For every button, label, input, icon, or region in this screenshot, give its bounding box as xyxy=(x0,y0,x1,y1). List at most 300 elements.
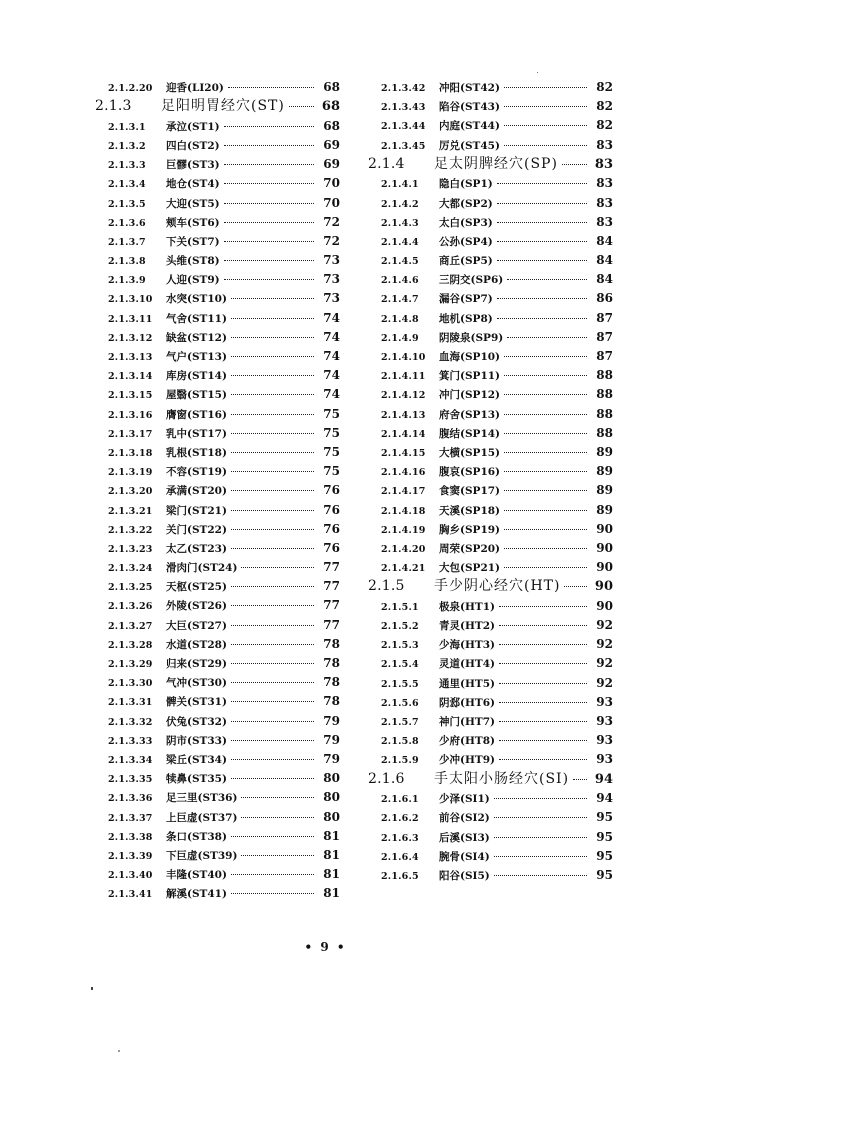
toc-entry-page: 93 xyxy=(596,733,613,748)
toc-entry-title: 上巨虚(ST37) xyxy=(166,811,238,824)
toc-entry xyxy=(368,174,613,193)
toc-entry-page: 87 xyxy=(596,310,613,325)
toc-entry-title: 关门(ST22) xyxy=(166,523,227,536)
dot-leader xyxy=(497,318,587,319)
toc-entry-title: 外陵(ST26) xyxy=(166,600,227,613)
toc-entry-number: 2.1.3.28 xyxy=(108,639,153,651)
toc-entry-title: 天溪(SP18) xyxy=(439,504,501,517)
toc-entry-title: 灵道(HT4) xyxy=(439,658,495,671)
toc-entry-page: 92 xyxy=(596,618,613,633)
toc-entry xyxy=(368,309,613,328)
toc-entry-title: 髀关(ST31) xyxy=(166,696,227,709)
toc-entry-title: 后溪(SI3) xyxy=(439,831,490,844)
toc-entry xyxy=(368,194,613,213)
dot-leader xyxy=(241,855,314,856)
toc-entry-title: 解溪(ST41) xyxy=(166,888,227,901)
toc-entry-title: 箕门(SP11) xyxy=(439,370,501,383)
toc-entry xyxy=(368,501,613,520)
toc-entry-number: 2.1.3.37 xyxy=(108,812,153,824)
dot-leader xyxy=(231,298,314,299)
toc-entry-number: 2.1.4.1 xyxy=(381,179,419,191)
toc-entry-title: 青灵(HT2) xyxy=(439,620,495,633)
toc-entry-page: 90 xyxy=(596,540,613,555)
dot-leader xyxy=(231,433,314,434)
toc-entry-page: 72 xyxy=(323,214,340,229)
dot-leader xyxy=(499,721,587,722)
toc-entry-number: 2.1.6.5 xyxy=(381,870,419,882)
toc-entry xyxy=(95,481,340,500)
toc-entry xyxy=(95,328,340,347)
toc-entry-page: 94 xyxy=(594,771,613,787)
toc-entry xyxy=(368,597,613,616)
toc-entry-page: 82 xyxy=(596,118,613,133)
toc-entry-page: 90 xyxy=(596,560,613,575)
toc-entry-number: 2.1.3.10 xyxy=(108,294,153,306)
toc-entry-title: 梁丘(ST34) xyxy=(166,753,227,766)
toc-entry xyxy=(95,174,340,193)
toc-entry xyxy=(368,712,613,731)
toc-entry-page: 82 xyxy=(596,99,613,114)
toc-entry-title: 陷谷(ST43) xyxy=(439,101,500,114)
toc-entry-page: 93 xyxy=(596,752,613,767)
toc-entry-title: 前谷(SI2) xyxy=(439,812,490,825)
toc-entry-title: 大都(SP2) xyxy=(439,197,493,210)
toc-entry xyxy=(95,405,340,424)
toc-entry-title: 少府(HT8) xyxy=(439,735,495,748)
toc-entry-page: 77 xyxy=(323,579,340,594)
toc-entry-page: 95 xyxy=(596,848,613,863)
dot-leader xyxy=(224,279,314,280)
toc-entry xyxy=(368,251,613,270)
toc-entry-number: 2.1.5.2 xyxy=(381,621,419,633)
toc-entry-page: 83 xyxy=(596,137,613,152)
dot-leader xyxy=(231,682,314,683)
toc-entry-number: 2.1.3.36 xyxy=(108,793,153,805)
toc-entry-number: 2.1.3.12 xyxy=(108,332,153,344)
toc-entry-title: 大包(SP21) xyxy=(439,562,501,575)
toc-column-right xyxy=(368,78,613,885)
dot-leader xyxy=(231,759,314,760)
toc-section-heading xyxy=(368,577,613,597)
toc-entry-title: 周荣(SP20) xyxy=(439,542,501,555)
toc-entry-number: 2.1.3.6 xyxy=(108,217,146,229)
dot-leader xyxy=(499,683,587,684)
dot-leader xyxy=(231,836,314,837)
dot-leader xyxy=(497,298,587,299)
dot-leader xyxy=(497,241,587,242)
dot-leader xyxy=(231,452,314,453)
toc-entry-number: 2.1.5.6 xyxy=(381,697,419,709)
toc-entry-title: 梁门(ST21) xyxy=(166,504,227,517)
page-number-label: • 9 • xyxy=(304,940,347,954)
toc-entry-title: 大横(SP15) xyxy=(439,446,501,459)
toc-entry xyxy=(95,366,340,385)
toc-entry-number: 2.1.3.21 xyxy=(108,505,153,517)
toc-entry-page: 80 xyxy=(323,809,340,824)
toc-entry-page: 79 xyxy=(323,751,340,766)
toc-entry-page: 92 xyxy=(596,637,613,652)
toc-entry-number: 2.1.5.3 xyxy=(381,640,419,652)
toc-entry-number: 2.1.5.1 xyxy=(381,601,419,613)
toc-entry-page: 75 xyxy=(323,464,340,479)
toc-entry xyxy=(368,347,613,366)
toc-entry-page: 81 xyxy=(323,867,340,882)
toc-entry-page: 80 xyxy=(323,771,340,786)
toc-entry-number: 2.1.3.31 xyxy=(108,697,153,709)
dot-leader xyxy=(504,567,587,568)
dot-leader xyxy=(504,510,587,511)
dot-leader xyxy=(231,740,314,741)
dot-leader xyxy=(494,875,587,876)
toc-entry xyxy=(95,194,340,213)
toc-entry-number: 2.1.3 xyxy=(95,98,132,115)
toc-entry-title: 乳中(ST17) xyxy=(166,427,227,440)
toc-entry-title: 太乙(ST23) xyxy=(166,542,227,555)
toc-entry xyxy=(95,424,340,443)
toc-entry-page: 70 xyxy=(323,176,340,191)
dot-leader xyxy=(231,394,314,395)
dot-leader xyxy=(224,145,314,146)
toc-entry-number: 2.1.3.14 xyxy=(108,371,153,383)
dot-leader xyxy=(231,375,314,376)
toc-entry-number: 2.1.3.8 xyxy=(108,256,146,268)
toc-entry-number: 2.1.5.7 xyxy=(381,717,419,728)
toc-entry-number: 2.1.5.4 xyxy=(381,659,419,671)
toc-entry-number: 2.1.3.7 xyxy=(108,236,146,248)
toc-entry-title: 气舍(ST11) xyxy=(166,312,227,325)
toc-entry-page: 76 xyxy=(323,540,340,555)
dot-leader xyxy=(494,856,587,857)
toc-entry-title: 大迎(ST5) xyxy=(166,197,220,210)
toc-entry-page: 86 xyxy=(596,291,613,306)
toc-entry-number: 2.1.3.15 xyxy=(108,390,153,402)
toc-entry-page: 73 xyxy=(323,272,340,287)
toc-entry-title: 神门(HT7) xyxy=(439,716,495,728)
toc-entry-page: 69 xyxy=(323,157,340,172)
toc-entry-page: 77 xyxy=(323,560,340,575)
toc-entry-number: 2.1.5.5 xyxy=(381,678,419,690)
toc-entry-page: 76 xyxy=(323,521,340,536)
toc-entry xyxy=(368,328,613,347)
toc-entry xyxy=(368,213,613,232)
toc-entry-number: 2.1.3.27 xyxy=(108,620,153,632)
dot-leader xyxy=(504,548,587,549)
toc-entry xyxy=(95,155,340,174)
toc-entry-number: 2.1.4.8 xyxy=(381,313,419,325)
toc-entry-title: 少冲(HT9) xyxy=(439,754,495,767)
toc-entry-page: 88 xyxy=(596,406,613,421)
toc-entry xyxy=(95,270,340,289)
toc-entry-title: 冲门(SP12) xyxy=(439,389,501,402)
toc-entry-number: 2.1.3.19 xyxy=(108,467,153,479)
toc-entry-page: 89 xyxy=(596,502,613,517)
toc-entry-page: 94 xyxy=(596,791,613,806)
dot-leader xyxy=(289,106,314,107)
dot-leader xyxy=(564,586,587,587)
toc-entry-title: 太白(SP3) xyxy=(439,216,493,229)
toc-entry-page: 95 xyxy=(596,829,613,844)
toc-entry-number: 2.1.4.16 xyxy=(381,467,426,479)
toc-entry-title: 足三里(ST36) xyxy=(166,792,238,805)
dot-leader xyxy=(499,606,587,607)
toc-entry xyxy=(95,712,340,731)
toc-entry-number: 2.1.3.39 xyxy=(108,850,153,862)
toc-entry-number: 2.1.4.3 xyxy=(381,217,419,229)
toc-entry-number: 2.1.3.44 xyxy=(381,121,426,133)
toc-entry-number: 2.1.2.20 xyxy=(108,83,153,94)
toc-entry-number: 2.1.4.4 xyxy=(381,236,419,248)
dot-leader xyxy=(494,817,587,818)
toc-entry-number: 2.1.4.20 xyxy=(381,543,426,555)
toc-entry-title: 冲阳(ST42) xyxy=(439,82,500,94)
toc-entry-title: 通里(HT5) xyxy=(439,677,495,690)
toc-entry-page: 73 xyxy=(323,291,340,306)
dot-leader xyxy=(499,644,587,645)
toc-entry-number: 2.1.4.6 xyxy=(381,275,419,287)
toc-entry xyxy=(95,539,340,558)
toc-entry-page: 81 xyxy=(323,847,340,862)
toc-entry-number: 2.1.3.32 xyxy=(108,716,153,728)
toc-entry-number: 2.1.4.19 xyxy=(381,524,426,536)
toc-entry-title: 商丘(SP5) xyxy=(439,255,493,268)
toc-entry-page: 83 xyxy=(596,214,613,229)
toc-entry xyxy=(95,520,340,539)
dot-leader xyxy=(497,260,587,261)
toc-entry-number: 2.1.3.1 xyxy=(108,121,146,133)
toc-entry-number: 2.1.3.43 xyxy=(381,102,426,114)
toc-entry-number: 2.1.4.9 xyxy=(381,332,419,344)
toc-entry-title: 腕骨(SI4) xyxy=(439,850,490,863)
toc-entry xyxy=(95,443,340,462)
toc-entry xyxy=(95,577,340,596)
toc-entry-number: 2.1.3.3 xyxy=(108,160,146,172)
toc-entry-title: 屋翳(ST15) xyxy=(166,389,227,402)
toc-entry-title: 大巨(ST27) xyxy=(166,619,227,632)
toc-entry-title: 四白(ST2) xyxy=(166,139,220,152)
toc-entry-title: 手太阳小肠经穴(SI) xyxy=(434,770,570,787)
toc-entry-page: 75 xyxy=(323,406,340,421)
toc-entry xyxy=(368,136,613,155)
toc-entry-title: 不容(ST19) xyxy=(166,466,227,479)
toc-entry-number: 2.1.5.9 xyxy=(381,755,419,767)
toc-entry xyxy=(368,520,613,539)
scan-speck xyxy=(91,987,93,990)
toc-entry-title: 颊车(ST6) xyxy=(166,216,220,229)
toc-entry xyxy=(95,731,340,750)
toc-entry xyxy=(368,116,613,135)
toc-entry xyxy=(95,136,340,155)
toc-entry-page: 81 xyxy=(323,828,340,843)
toc-entry-page: 90 xyxy=(594,579,613,595)
toc-entry-number: 2.1.5.8 xyxy=(381,736,419,748)
dot-leader xyxy=(224,126,314,127)
toc-entry xyxy=(368,289,613,308)
toc-entry-page: 75 xyxy=(323,444,340,459)
toc-entry-page: 72 xyxy=(323,233,340,248)
toc-entry-title: 厉兑(ST45) xyxy=(439,139,500,152)
dot-leader xyxy=(504,145,587,146)
toc-entry xyxy=(368,847,613,866)
dot-leader xyxy=(231,337,314,338)
toc-entry-page: 68 xyxy=(323,118,340,133)
toc-entry xyxy=(95,884,340,903)
dot-leader xyxy=(504,106,587,107)
dot-leader xyxy=(231,586,314,587)
toc-entry-page: 73 xyxy=(323,253,340,268)
toc-entry-page: 88 xyxy=(596,368,613,383)
dot-leader xyxy=(231,356,314,357)
toc-entry-title: 水突(ST10) xyxy=(166,293,227,306)
toc-entry-number: 2.1.3.5 xyxy=(108,198,146,210)
toc-entry-title: 承满(ST20) xyxy=(166,485,227,498)
toc-entry-number: 2.1.6.4 xyxy=(381,851,419,863)
dot-leader xyxy=(241,817,314,818)
toc-entry-number: 2.1.3.24 xyxy=(108,563,153,575)
toc-entry xyxy=(368,616,613,635)
toc-entry xyxy=(95,289,340,308)
dot-leader xyxy=(224,164,314,165)
toc-entry xyxy=(368,731,613,750)
toc-entry xyxy=(368,366,613,385)
toc-entry-page: 74 xyxy=(323,368,340,383)
toc-entry xyxy=(95,385,340,404)
toc-entry xyxy=(368,270,613,289)
toc-entry-page: 70 xyxy=(323,195,340,210)
scan-speck xyxy=(118,1050,120,1052)
toc-entry-title: 条口(ST38) xyxy=(166,830,227,843)
dot-leader xyxy=(231,893,314,894)
toc-entry-number: 2.1.6 xyxy=(368,770,405,787)
toc-entry xyxy=(95,309,340,328)
toc-entry-title: 人迎(ST9) xyxy=(166,274,220,287)
toc-entry-page: 92 xyxy=(596,656,613,671)
dot-leader xyxy=(228,87,314,88)
toc-entry xyxy=(368,443,613,462)
toc-entry-page: 82 xyxy=(596,80,613,94)
toc-entry-number: 2.1.3.16 xyxy=(108,409,153,421)
dot-leader xyxy=(499,625,587,626)
dot-leader xyxy=(497,183,587,184)
toc-entry-title: 极泉(HT1) xyxy=(439,600,495,613)
toc-entry xyxy=(95,635,340,654)
toc-entry-title: 食窦(SP17) xyxy=(439,485,501,498)
toc-entry-number: 2.1.3.29 xyxy=(108,659,153,671)
dot-leader xyxy=(224,222,314,223)
toc-entry-title: 腹结(SP14) xyxy=(439,427,501,440)
toc-entry-number: 2.1.4 xyxy=(368,155,405,172)
toc-entry-title: 少海(HT3) xyxy=(439,639,495,652)
toc-entry-title: 头维(ST8) xyxy=(166,255,220,268)
dot-leader xyxy=(504,433,587,434)
toc-entry-page: 78 xyxy=(323,675,340,690)
dot-leader xyxy=(573,779,587,780)
toc-entry-number: 2.1.3.42 xyxy=(381,83,426,94)
toc-entry-page: 84 xyxy=(596,253,613,268)
toc-entry-title: 水道(ST28) xyxy=(166,638,227,651)
toc-entry-page: 78 xyxy=(323,694,340,709)
dot-leader xyxy=(504,471,587,472)
toc-entry-number: 2.1.3.30 xyxy=(108,678,153,690)
toc-entry xyxy=(368,481,613,500)
dot-leader xyxy=(494,798,587,799)
dot-leader xyxy=(497,203,587,204)
dot-leader xyxy=(224,260,314,261)
toc-entry xyxy=(368,385,613,404)
page-number xyxy=(0,940,866,954)
toc-section-heading xyxy=(95,97,340,117)
toc-entry xyxy=(368,693,613,712)
toc-entry-number: 2.1.4.15 xyxy=(381,447,426,459)
dot-leader xyxy=(231,548,314,549)
toc-entry-title: 承泣(ST1) xyxy=(166,120,220,133)
toc-entry-page: 93 xyxy=(596,694,613,709)
toc-entry xyxy=(368,635,613,654)
toc-entry-page: 90 xyxy=(596,521,613,536)
dot-leader xyxy=(504,529,587,530)
dot-leader xyxy=(241,797,314,798)
toc-entry-page: 76 xyxy=(323,483,340,498)
toc-entry-title: 阳谷(SI5) xyxy=(439,869,490,882)
toc-entry-title: 丰隆(ST40) xyxy=(166,869,227,882)
dot-leader xyxy=(231,471,314,472)
dot-leader xyxy=(494,837,587,838)
toc-entry xyxy=(95,213,340,232)
toc-entry-title: 腹哀(SP16) xyxy=(439,466,501,479)
toc-entry-title: 地仓(ST4) xyxy=(166,178,220,191)
toc-entry-title: 天枢(ST25) xyxy=(166,581,227,594)
toc-section-heading xyxy=(368,155,613,175)
dot-leader xyxy=(224,241,314,242)
toc-entry-title: 足太阴脾经穴(SP) xyxy=(434,155,558,172)
dot-leader xyxy=(499,740,587,741)
toc-entry-page: 95 xyxy=(596,867,613,882)
dot-leader xyxy=(504,394,587,395)
toc-entry xyxy=(95,654,340,673)
toc-entry-title: 足阳明胃经穴(ST) xyxy=(161,98,285,115)
toc-entry-number: 2.1.3.4 xyxy=(108,179,146,191)
toc-entry-page: 83 xyxy=(596,195,613,210)
toc-entry-title: 手少阴心经穴(HT) xyxy=(434,578,561,595)
toc-entry xyxy=(368,424,613,443)
dot-leader xyxy=(504,452,587,453)
toc-entry-title: 伏兔(ST32) xyxy=(166,715,227,728)
toc-entry xyxy=(95,846,340,865)
toc-entry xyxy=(95,750,340,769)
dot-leader xyxy=(241,567,314,568)
dot-leader xyxy=(231,510,314,511)
toc-entry xyxy=(368,97,613,116)
toc-entry-number: 2.1.4.7 xyxy=(381,294,419,306)
dot-leader xyxy=(231,625,314,626)
toc-entry-page: 95 xyxy=(596,810,613,825)
toc-entry-title: 犊鼻(ST35) xyxy=(166,773,227,786)
toc-entry-title: 下关(ST7) xyxy=(166,235,220,248)
toc-entry xyxy=(368,232,613,251)
toc-entry xyxy=(95,865,340,884)
dot-leader xyxy=(231,874,314,875)
toc-entry-title: 下巨虚(ST39) xyxy=(166,849,238,862)
toc-entry xyxy=(95,788,340,807)
toc-entry-page: 79 xyxy=(323,732,340,747)
toc-entry xyxy=(368,78,613,97)
dot-leader xyxy=(504,356,587,357)
toc-entry xyxy=(95,501,340,520)
scan-speck xyxy=(537,72,538,73)
toc-entry-page: 89 xyxy=(596,483,613,498)
toc-entry xyxy=(368,808,613,827)
toc-entry xyxy=(368,462,613,481)
toc-entry-number: 2.1.3.45 xyxy=(381,140,426,152)
